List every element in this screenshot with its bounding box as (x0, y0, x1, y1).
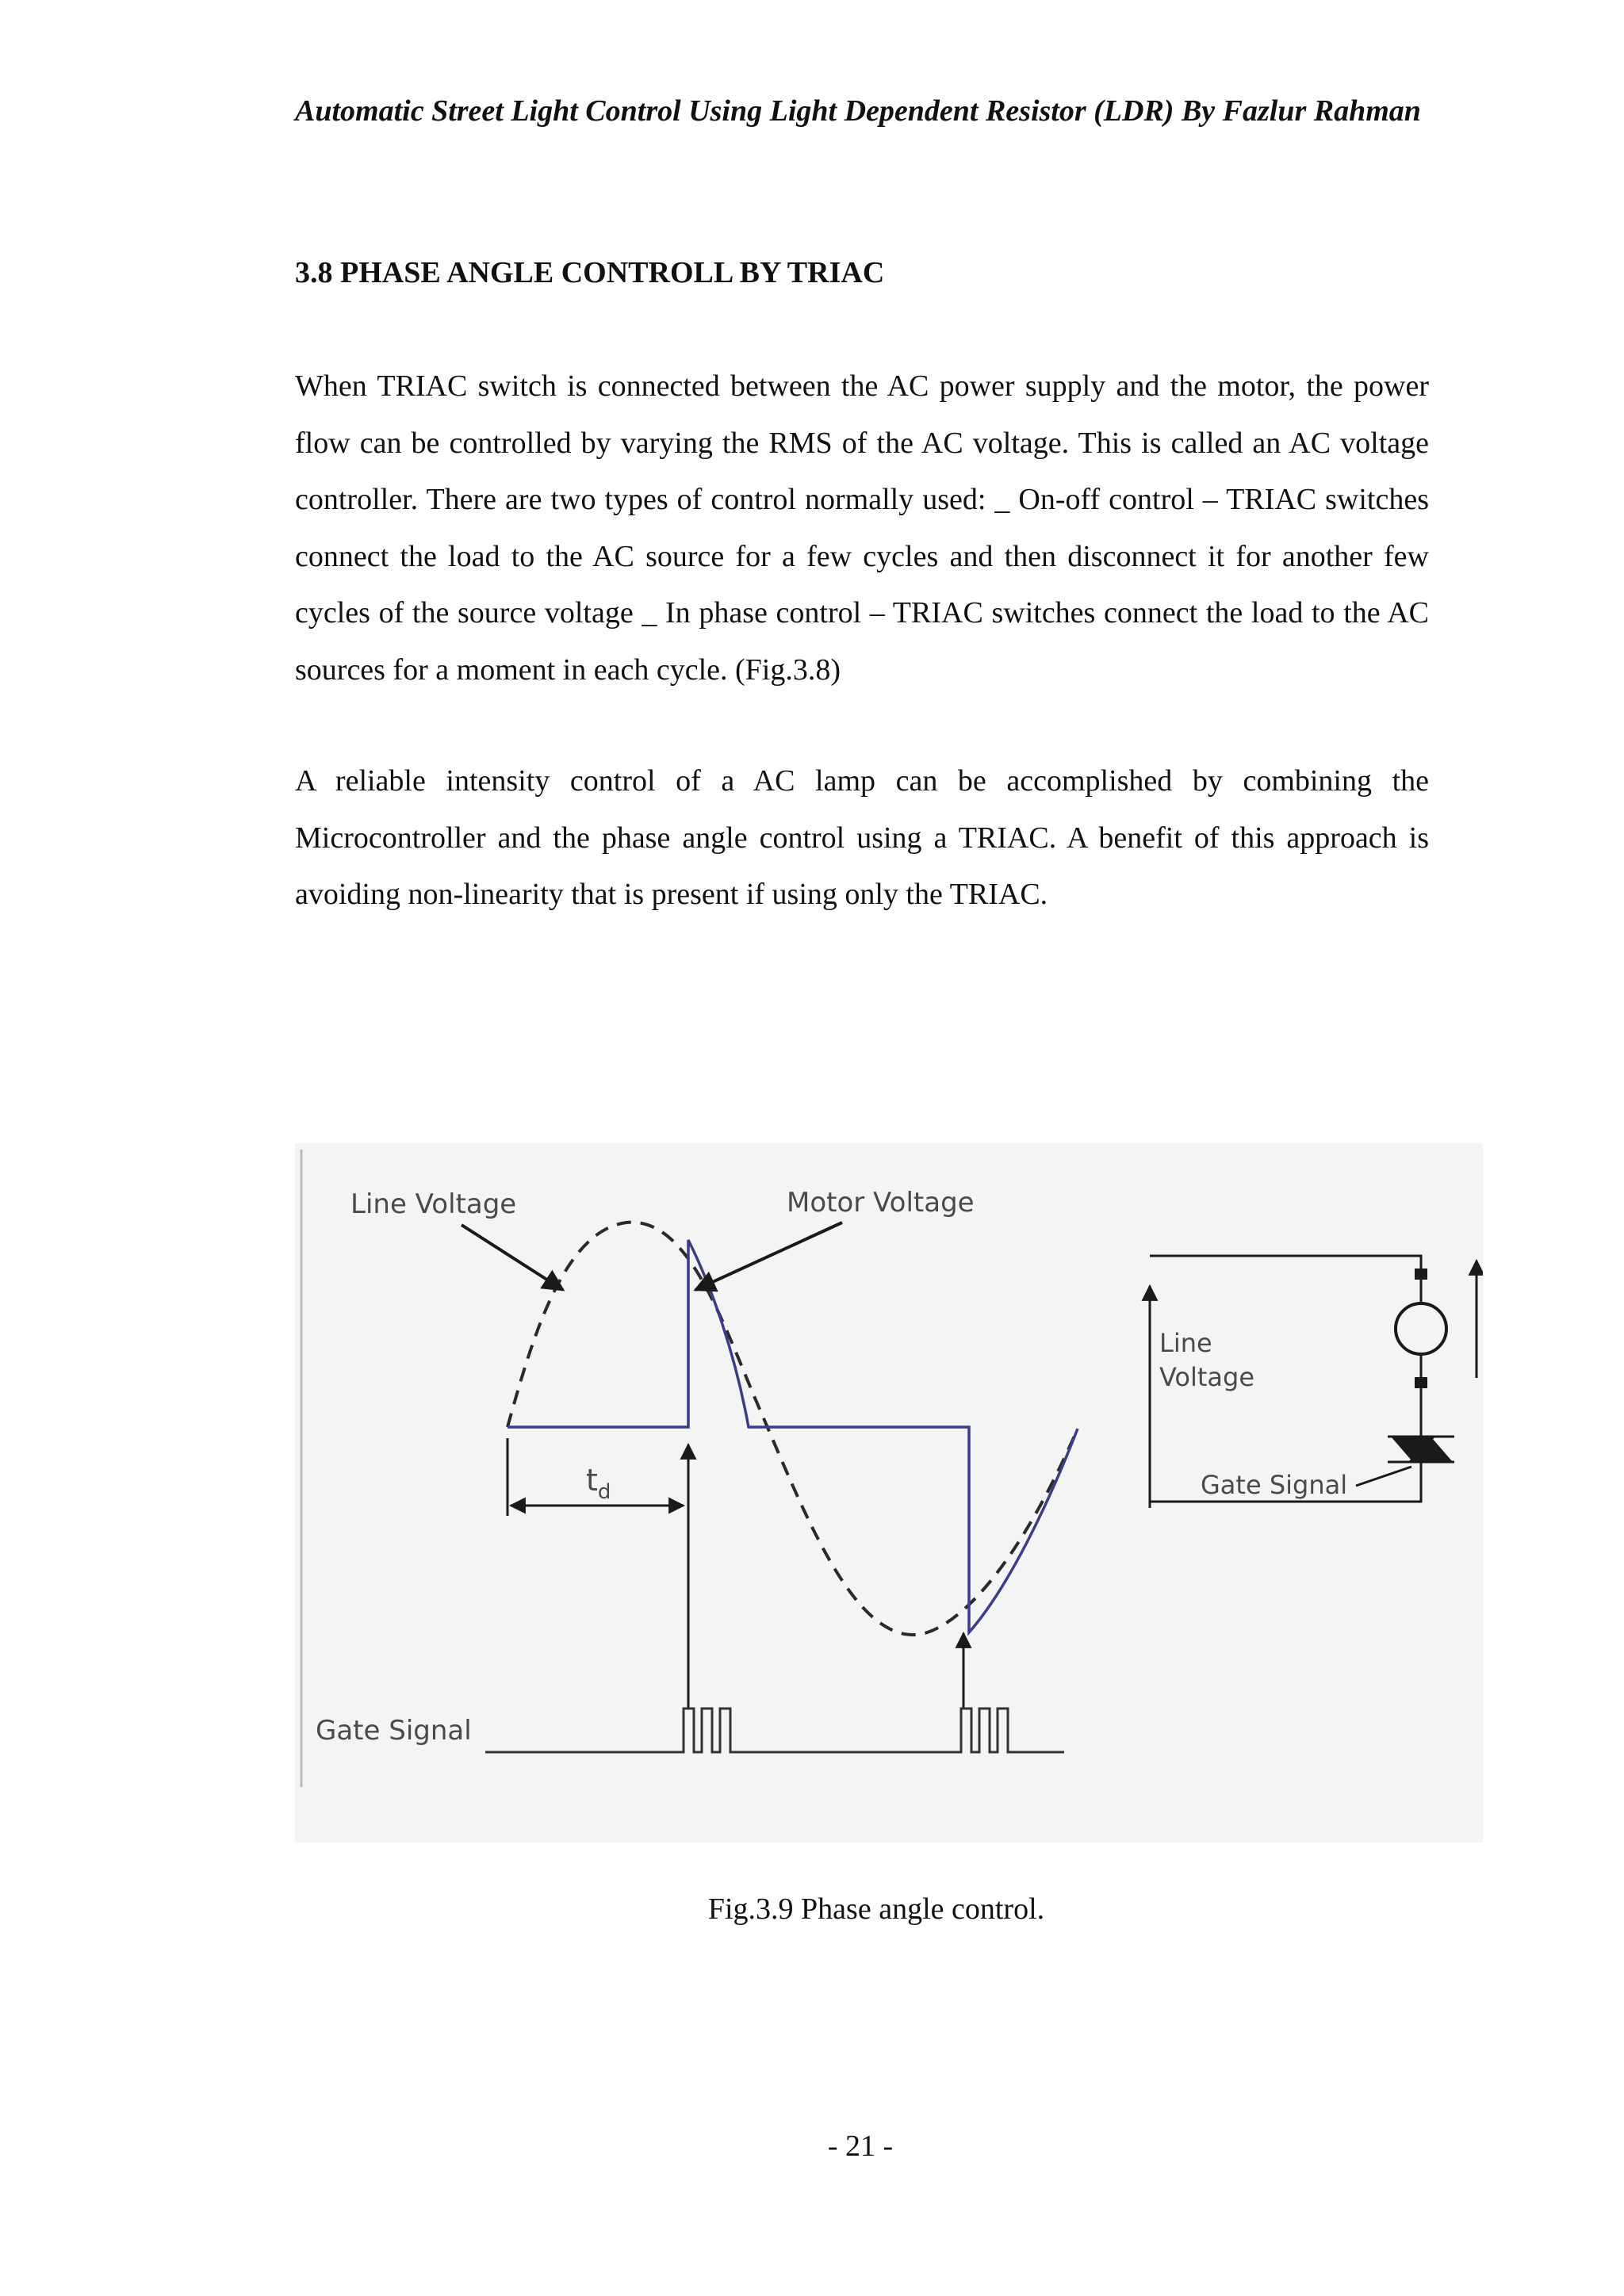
gate-signal-label: Gate Signal (316, 1715, 472, 1747)
page-number: - 21 - (827, 2130, 894, 2163)
figure-caption: Fig.3.9 Phase angle control. (707, 1892, 1045, 1926)
phase-angle-figure (295, 1143, 1483, 1843)
paragraph-2: A reliable intensity control of a AC lamp can be accomplished by combining the Microcontroller and the phase angle control using a TRIAC. A benefit of this approach is avoiding non-linearity that is present if using only the TRIAC. (295, 764, 1429, 911)
line-voltage-label: Line Voltage (350, 1188, 517, 1220)
paragraph-1: When TRIAC switch is connected between the AC power supply and the motor, the power flow can be controlled by varying the RMS of the AC voltage. This is called an AC voltage controller. There are two types of control normally used: _ On-off control – TRIAC switches connect the load to the AC source for a few cycles and then disconnect it for another few cycles of the source voltage _ In phase control – TRIAC switches connect the load to the AC sources for a moment in each cycle. (Fig.3.8) (295, 369, 1429, 687)
motor-voltage-label: Motor Voltage (787, 1187, 975, 1219)
motor-terminal-top (1415, 1269, 1427, 1280)
td-label: $t_d$ (586, 1463, 611, 1504)
motor-terminal-bottom (1415, 1377, 1427, 1388)
running-header: Automatic Street Light Control Using Light Dependent Resistor (LDR) By Fazlur Rahman (295, 94, 1421, 128)
section-heading: 3.8 PHASE ANGLE CONTROLL BY TRIAC (295, 256, 885, 289)
phase-angle-diagram (295, 1143, 1483, 1843)
circuit-line-label: Line (1159, 1328, 1212, 1358)
motor-symbol (1396, 1303, 1446, 1354)
circuit-gate-signal-label: Gate Signal (1201, 1470, 1348, 1500)
circuit-voltage-label: Voltage (1159, 1362, 1255, 1392)
